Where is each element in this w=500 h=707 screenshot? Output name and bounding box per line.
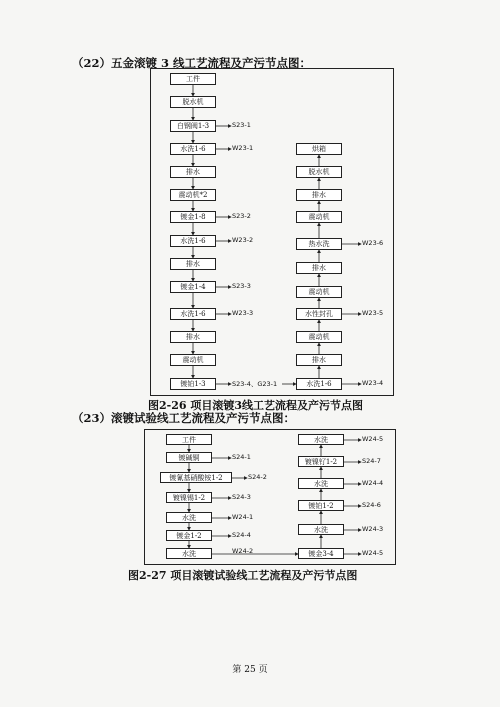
figure-27-caption: 图2-27 项目滚镀试验线工艺流程及产污节点图 xyxy=(128,569,358,582)
fig27-left-step-6: 镀金1-2 xyxy=(166,530,212,541)
fig27-left-label-5: S24-4 xyxy=(232,531,251,539)
fig26-left-step-5: 排水 xyxy=(170,166,216,178)
fig26-left-step-7: 镀金1-8 xyxy=(170,211,216,223)
fig26-right-step-6: 排水 xyxy=(296,262,342,274)
fig27-right-step-4: 镀铂1-2 xyxy=(298,500,344,511)
fig26-left-step-6: 震动机*2 xyxy=(170,189,216,201)
fig27-right-label-3: W24-4 xyxy=(362,479,384,487)
fig26-right-label-3: W23-4 xyxy=(362,379,384,387)
fig27-right-label-5: W24-3 xyxy=(362,525,384,533)
fig26-right-step-4: 震动机 xyxy=(296,211,342,223)
fig26-left-step-4: 水洗1-6 xyxy=(170,143,216,155)
fig26-left-step-10: 镀金1-4 xyxy=(170,281,216,293)
fig27-right-label-1: W24-5 xyxy=(362,435,384,443)
fig27-left-step-7: 水洗 xyxy=(166,548,212,559)
fig26-left-label-7: S23-4、G23-1 xyxy=(232,380,278,388)
fig26-left-label-2: W23-1 xyxy=(232,144,254,152)
fig26-left-step-8: 水洗1-6 xyxy=(170,235,216,247)
fig27-right-label-4: S24-6 xyxy=(362,501,381,509)
fig26-left-step-3: 白钢阀1-3 xyxy=(170,120,216,132)
fig26-left-step-2: 脱水机 xyxy=(170,96,216,108)
fig27-left-step-3: 镀氰基硝酸铵1-2 xyxy=(160,472,232,483)
fig26-left-label-4: W23-2 xyxy=(232,236,254,244)
fig27-left-step-1: 工件 xyxy=(166,434,212,445)
fig26-right-label-2: W23-5 xyxy=(362,309,384,317)
fig26-left-step-13: 震动机 xyxy=(170,354,216,366)
fig27-left-label-3: S24-3 xyxy=(232,493,251,501)
fig27-right-label-2: S24-7 xyxy=(362,457,381,465)
fig26-right-step-9: 震动机 xyxy=(296,331,342,343)
page-number: 第 25 页 xyxy=(232,665,268,675)
fig26-left-step-11: 水洗1-6 xyxy=(170,308,216,320)
fig27-right-step-2: 镀镍钌1-2 xyxy=(298,456,344,467)
fig26-right-step-3: 排水 xyxy=(296,189,342,201)
fig26-right-step-11: 水洗1-6 xyxy=(296,378,342,390)
fig27-right-step-6: 镀金3-4 xyxy=(298,548,344,559)
fig26-right-step-7: 震动机 xyxy=(296,286,342,298)
fig26-right-step-8: 水性封孔 xyxy=(296,308,342,320)
fig27-right-step-1: 水洗 xyxy=(298,434,344,445)
fig27-left-step-4: 镀镍锡1-2 xyxy=(166,492,212,503)
fig26-left-step-1: 工件 xyxy=(170,73,216,85)
section-23-heading: （23）滚镀试验线工艺流程及产污节点图： xyxy=(72,411,296,425)
fig27-left-label-6: W24-2 xyxy=(232,547,254,555)
fig26-left-step-14: 镀铂1-3 xyxy=(170,378,216,390)
fig26-right-step-10: 排水 xyxy=(296,354,342,366)
fig26-left-label-3: S23-2 xyxy=(232,212,251,220)
fig27-right-label-6: W24-5 xyxy=(362,549,384,557)
fig26-left-step-9: 排水 xyxy=(170,258,216,270)
fig26-left-label-5: S23-3 xyxy=(232,282,251,290)
fig27-right-step-3: 水洗 xyxy=(298,478,344,489)
fig27-right-step-5: 水洗 xyxy=(298,524,344,535)
fig27-left-step-2: 镀碱铜 xyxy=(166,452,212,463)
fig26-left-label-1: S23-1 xyxy=(232,121,251,129)
fig26-left-label-6: W23-3 xyxy=(232,309,254,317)
figure-26-caption: 图2-26 项目滚镀3线工艺流程及产污节点图 xyxy=(148,399,364,412)
fig26-right-step-5: 热水洗 xyxy=(296,238,342,250)
fig27-left-label-1: S24-1 xyxy=(232,453,251,461)
fig27-left-label-4: W24-1 xyxy=(232,513,254,521)
fig27-left-step-5: 水洗 xyxy=(166,512,212,523)
fig26-left-step-12: 排水 xyxy=(170,331,216,343)
fig27-left-label-2: S24-2 xyxy=(248,473,267,481)
section-22-heading: （22）五金滚镀 3 线工艺流程及产污节点图： xyxy=(72,56,312,70)
fig26-right-step-2: 脱水机 xyxy=(296,166,342,178)
fig26-right-label-1: W23-6 xyxy=(362,239,384,247)
fig26-right-step-1: 烘箱 xyxy=(296,143,342,155)
